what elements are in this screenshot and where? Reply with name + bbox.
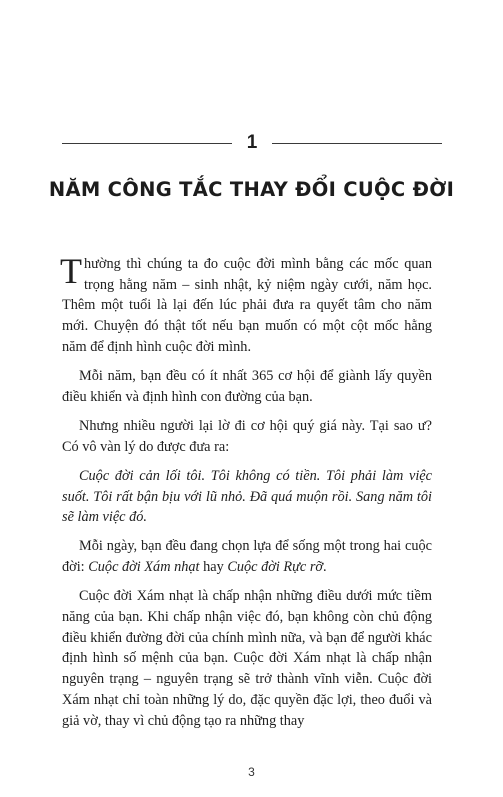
paragraph-1: [60, 251, 432, 358]
paragraph-5-start: Mỗi ngày, bạn đều đang chọn lựa để sống một trong hai cuộc đời:: [62, 538, 432, 576]
quoted-excuses: Cuộc đời cản lối tôi. Tôi không có tiền. Tôi phải làm việc suốt. Tôi rất bận bịu với lũ nhỏ. Đã quá muộn rồi. Sang năm tôi sẽ làm việc đó.: [62, 467, 432, 526]
page-number: 3: [248, 765, 255, 779]
vivid-life-term: Cuộc đời Rực rỡ: [227, 559, 324, 576]
paragraph-5-mid: hay: [199, 559, 228, 576]
chapter-number: 1: [246, 132, 258, 153]
body-text: [60, 251, 432, 740]
paragraph-5: [62, 536, 432, 577]
rule-line-right: [272, 143, 442, 144]
paragraph-5-end: .: [323, 559, 327, 576]
gray-life-term: Cuộc đời Xám nhạt: [88, 559, 200, 576]
paragraph-3: Nhưng nhiều người lại lờ đi cơ hội quý giá này. Tại sao ư? Có vô vàn lý do được đưa ra:: [62, 417, 432, 455]
drop-cap: T: [60, 251, 82, 291]
chapter-heading-rule: [62, 132, 442, 154]
chapter-title: NĂM CÔNG TẮC THAY ĐỔI CUỘC ĐỜI: [48, 178, 455, 201]
paragraph-2: Mỗi năm, bạn đều có ít nhất 365 cơ hội để giành lấy quyền điều khiển và định hình con đường của bạn.: [62, 368, 432, 405]
paragraph-1-text: hường thì chúng ta đo cuộc đời mình bằng các mốc quan trọng hằng năm – sinh nhật, kỷ niệm ngày cưới, năm học. Thêm một tuổi là lại đến lúc phải đưa ra quyết tâm cho năm mới. Chuyện đó thật tốt nếu bạn muốn có một cột mốc hằng năm để định hình cuộc đời mình.: [62, 256, 432, 355]
paragraph-6: Cuộc đời Xám nhạt là chấp nhận những điều dưới mức tiềm năng của bạn. Khi chấp nhận việc đó, bạn không còn chủ động điều khiển đường đời của chính mình nữa, và bạn để người khác định hình số mệnh của bạn. Cuộc đời Xám nhạt là chấp nhận nguyên trạng – nguyên trạng sẽ trở thành vĩnh viễn. Cuộc đời Xám nhạt chỉ toàn những lý do, đặc quyền đặc lợi, theo đuổi và giả vờ, thay vì chủ động tạo ra những thay: [62, 588, 432, 729]
